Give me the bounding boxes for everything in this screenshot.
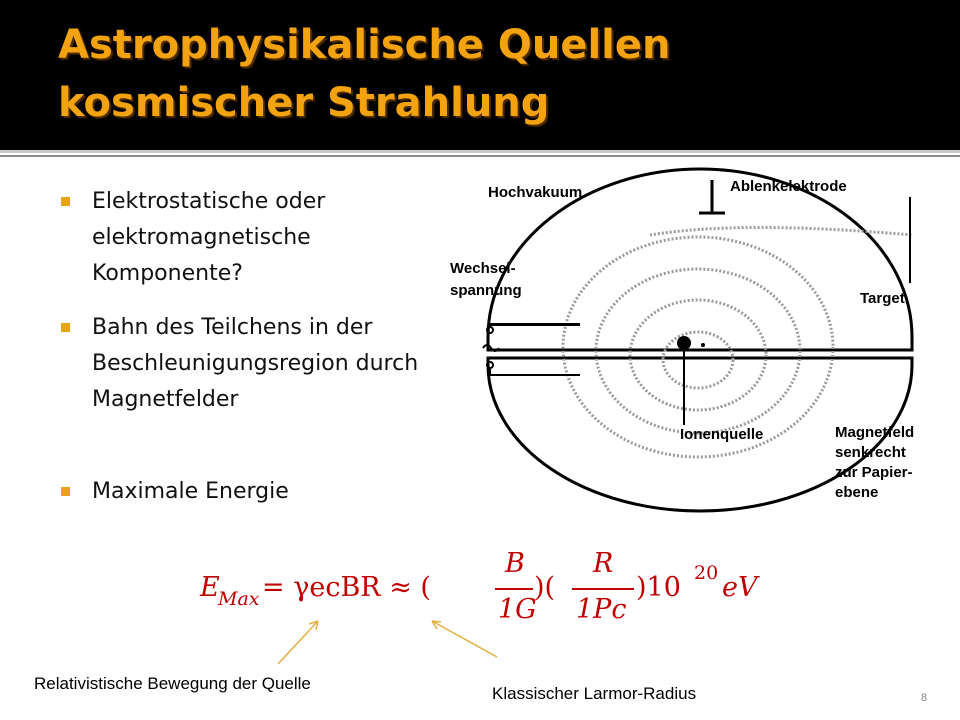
bullet-item-3 bbox=[62, 474, 432, 510]
formula-unit: eV bbox=[722, 572, 758, 603]
bullet-item-2 bbox=[62, 310, 432, 418]
formula-lhs: E bbox=[200, 572, 220, 603]
label-wechsel: Wechsel- bbox=[450, 260, 516, 277]
formula-frac2-bar bbox=[572, 588, 634, 590]
label-spannung: spannung bbox=[450, 282, 522, 299]
label-ebene: ebene bbox=[835, 484, 879, 501]
formula-frac1-numerator: B bbox=[505, 548, 525, 579]
label-magnetfeld: Magnetfeld bbox=[835, 424, 915, 441]
label-target: Target bbox=[860, 290, 905, 307]
annotation-arrows bbox=[0, 600, 960, 720]
spiral-path bbox=[563, 228, 915, 458]
formula-frac1-bar bbox=[495, 588, 533, 590]
slide-title-line-1: Astrophysikalische Quellen bbox=[58, 22, 671, 68]
bullet-text: Maximale Energie bbox=[92, 479, 289, 504]
bullet-marker bbox=[61, 487, 70, 496]
label-zur-papier: zur Papier- bbox=[835, 464, 913, 481]
formula-frac2-numerator: R bbox=[593, 548, 614, 579]
title-divider-shadow bbox=[0, 155, 960, 157]
arrow-right bbox=[432, 621, 497, 657]
deflection-electrode bbox=[699, 180, 725, 213]
ion-source-dot bbox=[677, 336, 691, 350]
label-hochvakuum: Hochvakuum bbox=[488, 184, 583, 201]
annotation-larmor: Klassischer Larmor-Radius bbox=[492, 684, 697, 703]
title-bar bbox=[0, 0, 960, 150]
slide-title-line-2: kosmischer Strahlung bbox=[58, 80, 550, 126]
bullet-text: Bahn des Teilchens in der Beschleunigungsregion durch Magnetfelder bbox=[92, 315, 419, 412]
bullet-marker bbox=[61, 197, 70, 206]
formula-exponent: 20 bbox=[694, 562, 719, 584]
formula-lhs-subscript: Max bbox=[218, 588, 260, 610]
label-senkrecht: senkrecht bbox=[835, 444, 906, 461]
title-divider bbox=[0, 150, 960, 153]
label-ablenkelektrode: Ablenkelektrode bbox=[730, 178, 847, 195]
formula-main: = γecBR ≈ ( bbox=[262, 572, 431, 603]
bullet-item-1 bbox=[62, 184, 432, 292]
label-ionenquelle: Ionenquelle bbox=[680, 426, 764, 443]
formula-mid: )( bbox=[534, 572, 556, 603]
formula-frac2-denominator: 1Pc bbox=[576, 594, 627, 625]
slide-number: 8 bbox=[921, 692, 928, 704]
annotation-relativistic: Relativistische Bewegung der Quelle bbox=[34, 674, 311, 693]
formula-tail: )10 bbox=[636, 572, 681, 603]
cyclotron-diagram bbox=[440, 165, 955, 525]
formula-frac1-denominator: 1G bbox=[498, 594, 537, 625]
arrow-left bbox=[278, 621, 318, 664]
bullet-text: Elektrostatische oder elektromagnetische Komponente? bbox=[92, 189, 326, 286]
bullet-marker bbox=[61, 323, 70, 332]
